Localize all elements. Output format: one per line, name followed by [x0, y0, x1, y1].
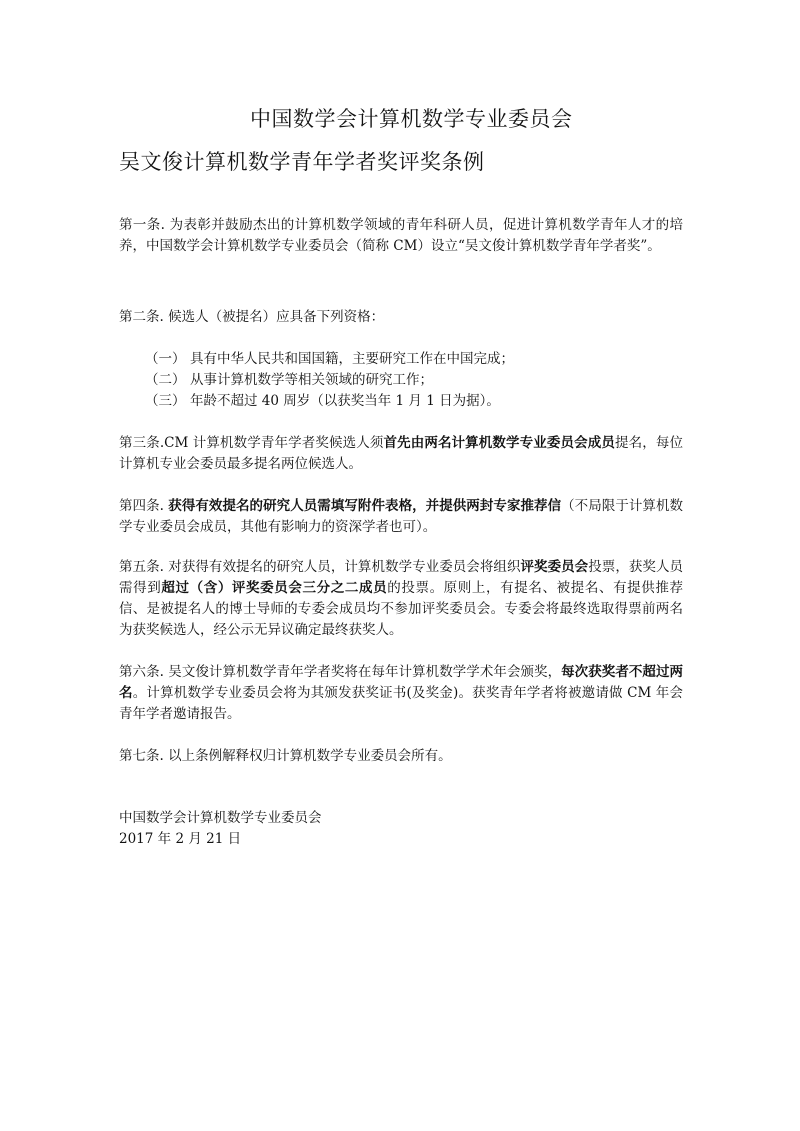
article-text: （不局限于计算机数学专业委员会成员，其他有影响力的资深学者也可）。 — [119, 498, 684, 535]
article-2 — [119, 307, 683, 328]
article-text: 提名，每位计算机专业会委员最多提名两位候选人。 — [119, 435, 684, 472]
article-emphasis: 首先由两名计算机数学专业委员会成员 — [383, 435, 616, 451]
list-item-text: 具有中华人民共和国国籍，主要研究工作在中国完成； — [190, 351, 514, 367]
article-label: 第二条. — [119, 309, 164, 325]
article-text: 为表彰并鼓励杰出的计算机数学领域的青年科研人员，促进计算机数学青年人才的培养，中国数学会计算机数学专业委员会（简称 CM）设立“吴文俊计算机数学青年学者奖”。 — [119, 217, 684, 254]
list-item — [145, 391, 685, 412]
list-item — [145, 370, 685, 391]
article-text: 吴文俊计算机数学青年学者奖将在每年计算机数学学术年会颁奖， — [168, 664, 562, 680]
signoff-date: 2017 年 2 月 21 日 — [119, 831, 242, 847]
article-3 — [119, 433, 683, 475]
article-emphasis: 超过（含）评奖委员会三分之二成员 — [161, 580, 388, 596]
article-label: 第六条. — [119, 664, 164, 680]
article-label: 第四条. — [119, 498, 164, 514]
article-label: 第一条. — [119, 217, 165, 233]
list-item — [145, 349, 685, 370]
article-label: 第七条. — [119, 748, 164, 764]
article-text: 对获得有效提名的研究人员，计算机数学专业委员会将组织 — [168, 559, 521, 575]
document-org-title: 中国数学会计算机数学专业委员会 — [250, 107, 573, 131]
qualification-list — [145, 349, 685, 412]
article-5 — [119, 557, 683, 641]
list-item-number: （三） — [145, 393, 186, 409]
list-item-text: 年龄不超过 40 周岁（以获奖当年 1 月 1 日为据）。 — [190, 393, 500, 409]
list-item-text: 从事计算机数学等相关领域的研究工作； — [190, 372, 433, 388]
article-emphasis: 评奖委员会 — [520, 559, 589, 575]
article-text: 投票，获奖人员需得到 — [119, 559, 684, 596]
list-item-number: （二） — [145, 372, 186, 388]
article-1 — [119, 215, 683, 257]
article-label: 第五条. — [119, 559, 164, 575]
article-text: 的投票。原则上，有提名、被提名、有提供推荐信、是被提名人的博士导师的专委会成员均不参加评奖委员会。专委会将最终选取得票前两名为获奖候选人，经公示无异议确定最终获奖人。 — [119, 580, 684, 638]
article-text: CM 计算机数学青年学者奖候选人须 — [164, 435, 384, 451]
article-text: 候选人（被提名）应具备下列资格： — [168, 309, 385, 325]
article-label: 第三条. — [119, 435, 165, 451]
article-text: 。计算机数学专业委员会将为其颁发获奖证书(及奖金)。获奖青年学者将被邀请做 CM 年会青年学者邀请报告。 — [119, 685, 684, 722]
article-4 — [119, 496, 683, 538]
article-7 — [119, 746, 683, 767]
list-item-number: （一） — [145, 351, 186, 367]
article-emphasis: 每次获奖者不超过两名 — [119, 664, 684, 701]
signoff — [119, 808, 322, 850]
article-emphasis: 获得有效提名的研究人员需填写附件表格，并提供两封专家推荐信 — [168, 498, 562, 514]
signoff-org: 中国数学会计算机数学专业委员会 — [119, 810, 322, 826]
document-title: 吴文俊计算机数学青年学者奖评奖条例 — [119, 150, 485, 174]
article-text: 以上条例解释权归计算机数学专业委员会所有。 — [168, 748, 452, 764]
article-6 — [119, 662, 683, 725]
